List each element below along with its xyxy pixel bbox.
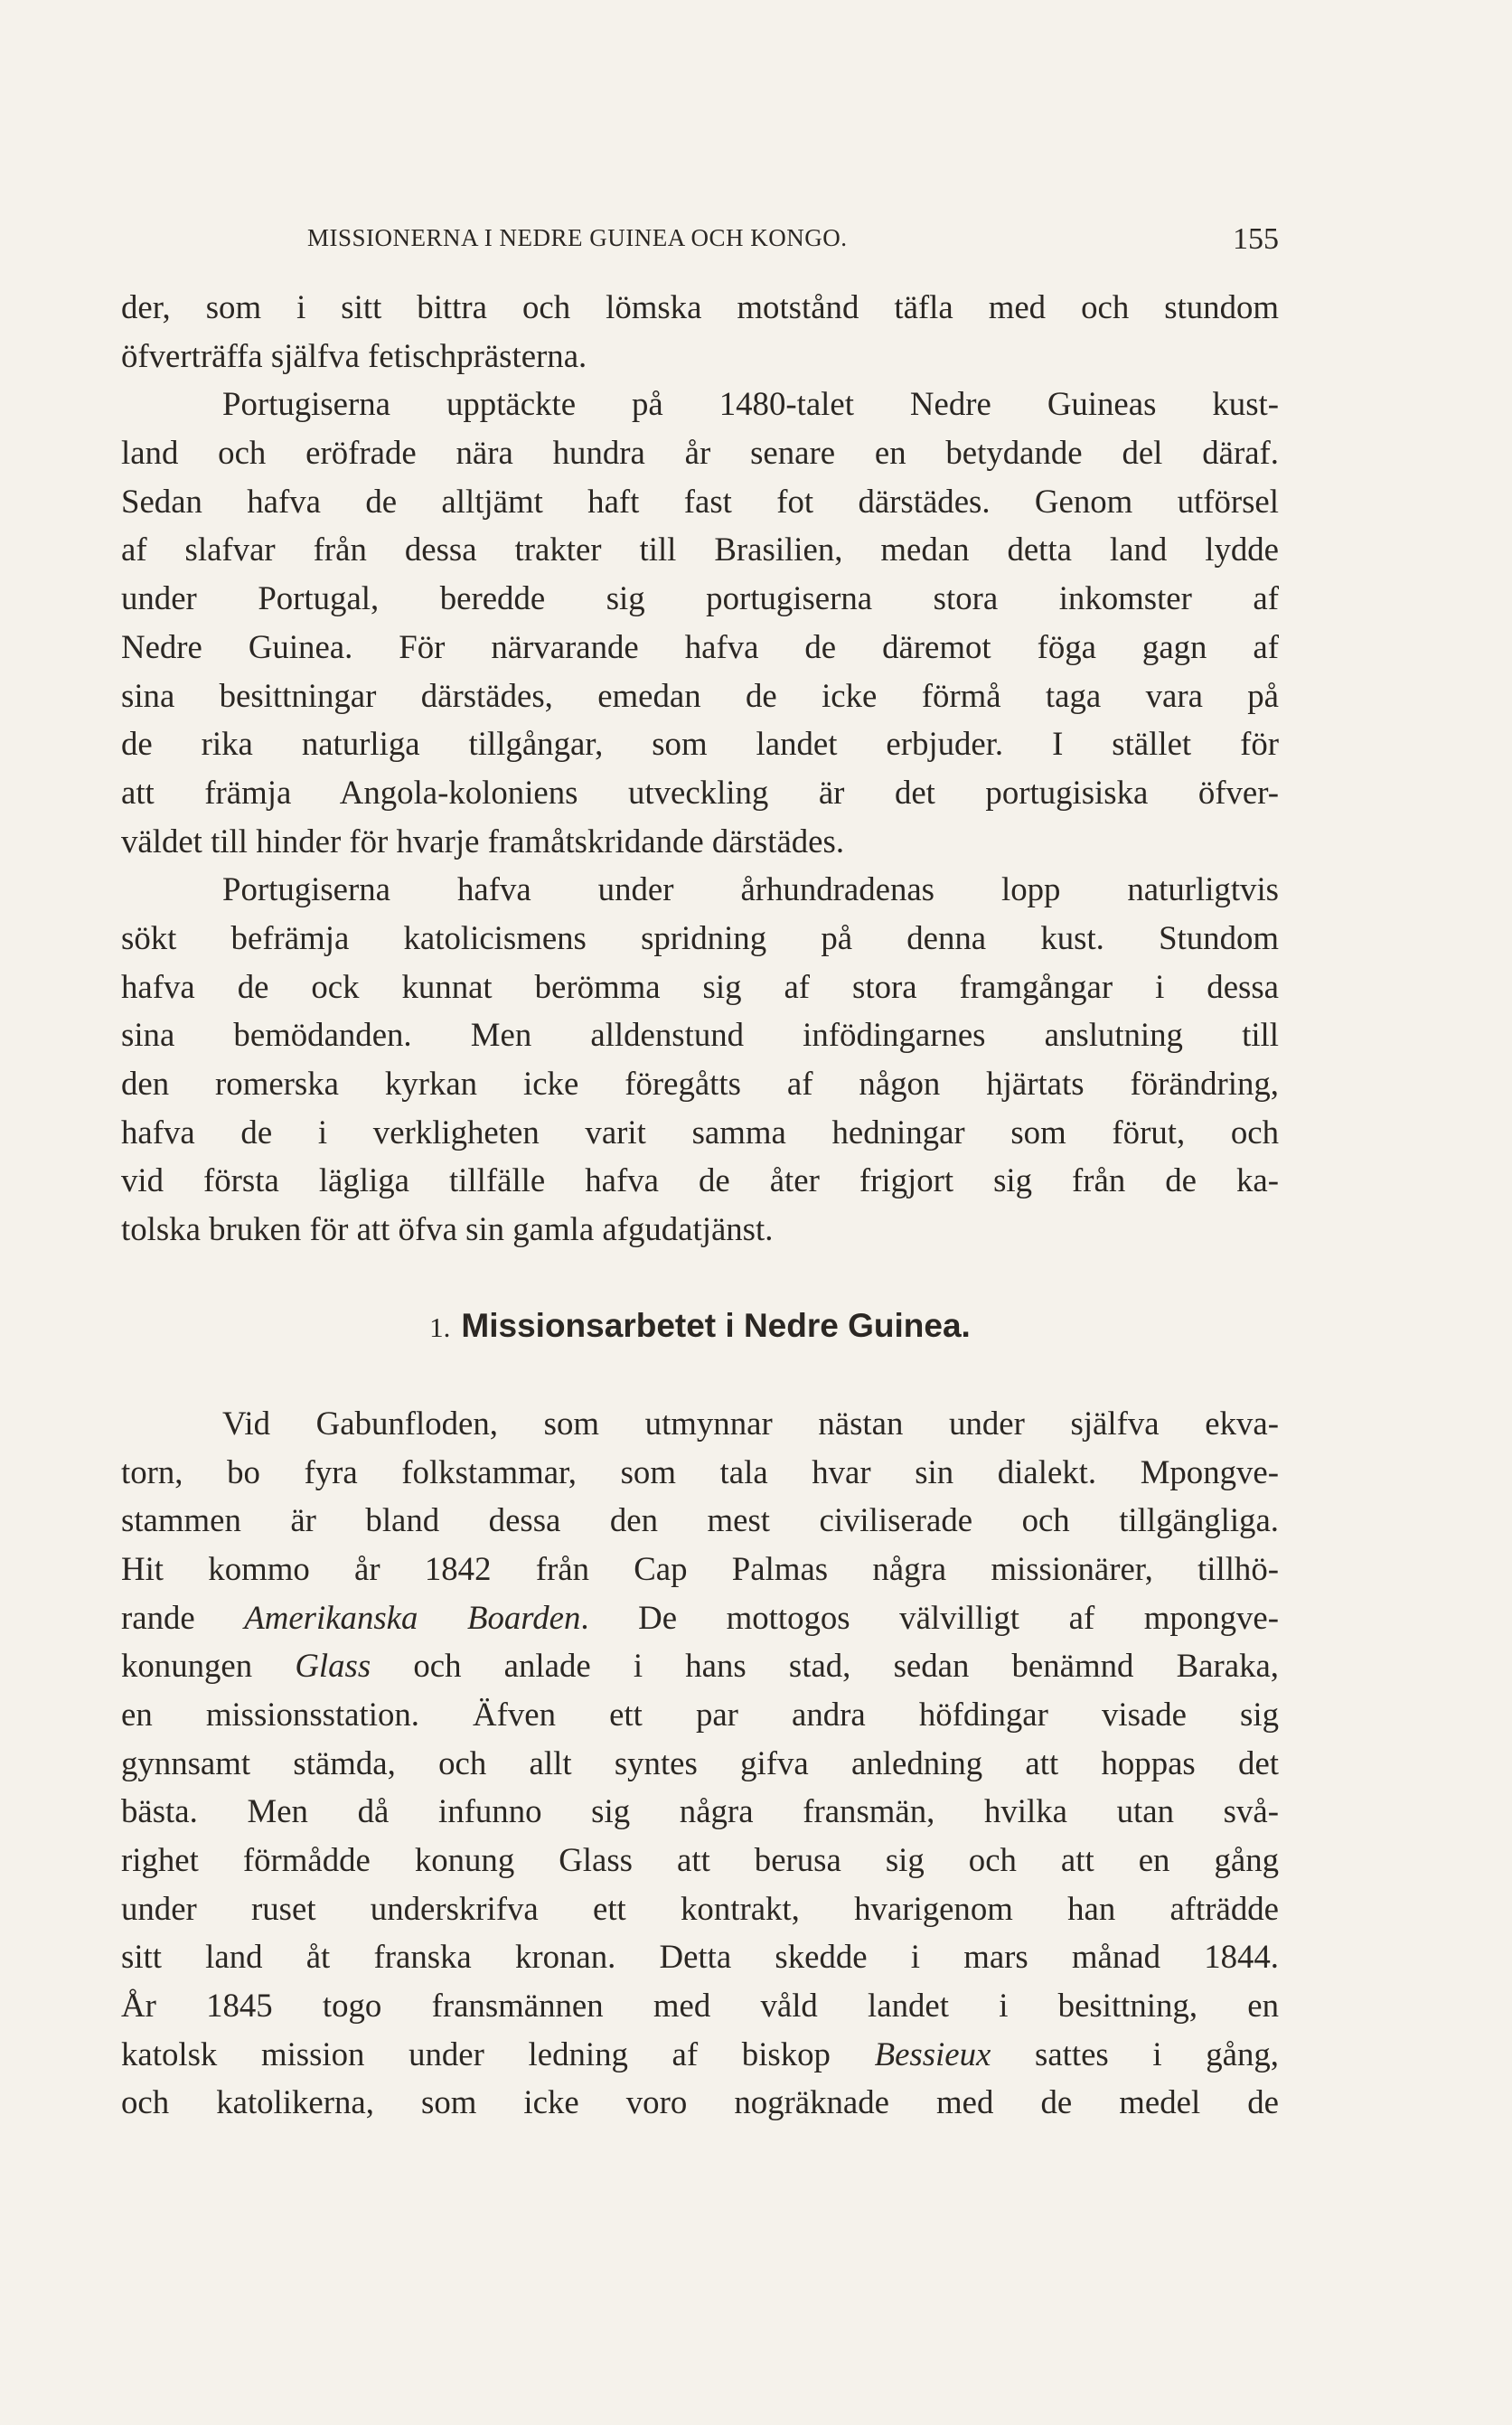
text-line: vid första lägliga tillfälle hafva de åter frigjort sig från de ka- xyxy=(121,1161,1279,1199)
page-number: 155 xyxy=(1233,222,1279,256)
section-spacer xyxy=(121,1350,1279,1399)
text-line: Hit kommo år 1842 från Cap Palmas några missionärer, tillhö- xyxy=(121,1549,1279,1587)
section-title: Missionsarbetet i Nedre Guinea. xyxy=(461,1307,971,1345)
text-line xyxy=(121,1593,1279,1642)
text-line: under ruset underskrifva ett kontrakt, hvarigenom han afträdde xyxy=(121,1889,1279,1927)
italic-name: Glass xyxy=(295,1647,371,1685)
italic-name: Bessieux xyxy=(874,2035,991,2073)
text-line: bästa. Men då infunno sig några fransmän, hvilka utan svå- xyxy=(121,1792,1279,1830)
text-line: den romerska kyrkan icke föregåtts af någon hjärtats förändring, xyxy=(121,1065,1279,1102)
body-text xyxy=(121,283,1279,2127)
section-heading xyxy=(121,1302,1279,1350)
text-run: rande xyxy=(121,1598,245,1636)
text-run: konungen xyxy=(121,1647,296,1685)
text-line: Portugiserna upptäckte på 1480-talet Nedre Guineas kust- xyxy=(222,385,1279,423)
text-line: under Portugal, beredde sig portugiserna stora inkomster af xyxy=(121,579,1279,617)
text-line: År 1845 togo fransmännen med våld landet i besittning, en xyxy=(121,1987,1279,2025)
text-run: . De mottogos välvilligt af mpongve- xyxy=(580,1598,1279,1636)
text-line: sina bemödanden. Men alldenstund infödingarnes anslutning till xyxy=(121,1016,1279,1054)
text-line: af slafvar från dessa trakter till Brasilien, medan detta land lydde xyxy=(121,531,1279,569)
text-line: Portugiserna hafva under århundradenas lopp naturligtvis xyxy=(222,870,1279,908)
text-line: sökt befrämja katolicismens spridning på denna kust. Stundom xyxy=(121,918,1279,956)
text-line: de rika naturliga tillgångar, som landet erbjuder. I stället för xyxy=(121,725,1279,763)
text-line: öfverträffa själfva fetischprästerna. xyxy=(121,336,587,374)
text-line: Sedan hafva de alltjämt haft fast fot därstädes. Genom utförsel xyxy=(121,482,1279,520)
text-run: sattes i gång, xyxy=(991,2035,1279,2073)
text-line: torn, bo fyra folkstammar, som tala hvar sin dialekt. Mpongve- xyxy=(121,1452,1279,1490)
text-line: Nedre Guinea. För närvarande hafva de däremot föga gagn af xyxy=(121,627,1279,665)
text-line: att främja Angola-koloniens utveckling är det portugisiska öfver- xyxy=(121,773,1279,811)
text-run: och anlade i hans stad, sedan benämnd Baraka, xyxy=(371,1647,1279,1685)
text-line: Vid Gabunfloden, som utmynnar nästan under själfva ekva- xyxy=(222,1404,1279,1442)
text-line: righet förmådde konung Glass att berusa sig och att en gång xyxy=(121,1841,1279,1878)
running-head: MISSIONERNA I NEDRE GUINEA OCH KONGO. xyxy=(307,224,848,251)
text-line xyxy=(121,1641,1279,1690)
text-line: väldet till hinder för hvarje framåtskridande därstädes. xyxy=(121,822,845,860)
text-line: gynnsamt stämda, och allt syntes gifva anledning att hoppas det xyxy=(121,1744,1279,1781)
text-line: och katolikerna, som icke voro nogräknade med de medel de xyxy=(121,2083,1279,2121)
text-line: stammen är bland dessa den mest civiliserade och tillgängliga. xyxy=(121,1501,1279,1539)
text-line: hafva de i verkligheten varit samma hedningar som förut, och xyxy=(121,1113,1279,1151)
page-header xyxy=(307,224,1279,269)
text-line xyxy=(121,2030,1279,2079)
section-number: 1. xyxy=(429,1311,451,1344)
text-line: land och eröfrade nära hundra år senare en betydande del däraf. xyxy=(121,434,1279,472)
text-line: tolska bruken för att öfva sin gamla afgudatjänst. xyxy=(121,1210,774,1248)
text-line: der, som i sitt bittra och lömska motstånd täfla med och stundom xyxy=(121,288,1279,325)
text-line: sina besittningar därstädes, emedan de icke förmå taga vara på xyxy=(121,676,1279,714)
text-line: en missionsstation. Äfven ett par andra höfdingar visade sig xyxy=(121,1695,1279,1733)
text-run: katolsk mission under ledning af biskop xyxy=(121,2035,875,2073)
text-line: hafva de ock kunnat berömma sig af stora framgångar i dessa xyxy=(121,967,1279,1005)
text-line: sitt land åt franska kronan. Detta skedde i mars månad 1844. xyxy=(121,1938,1279,1976)
italic-name: Amerikanska Boarden xyxy=(244,1598,581,1636)
